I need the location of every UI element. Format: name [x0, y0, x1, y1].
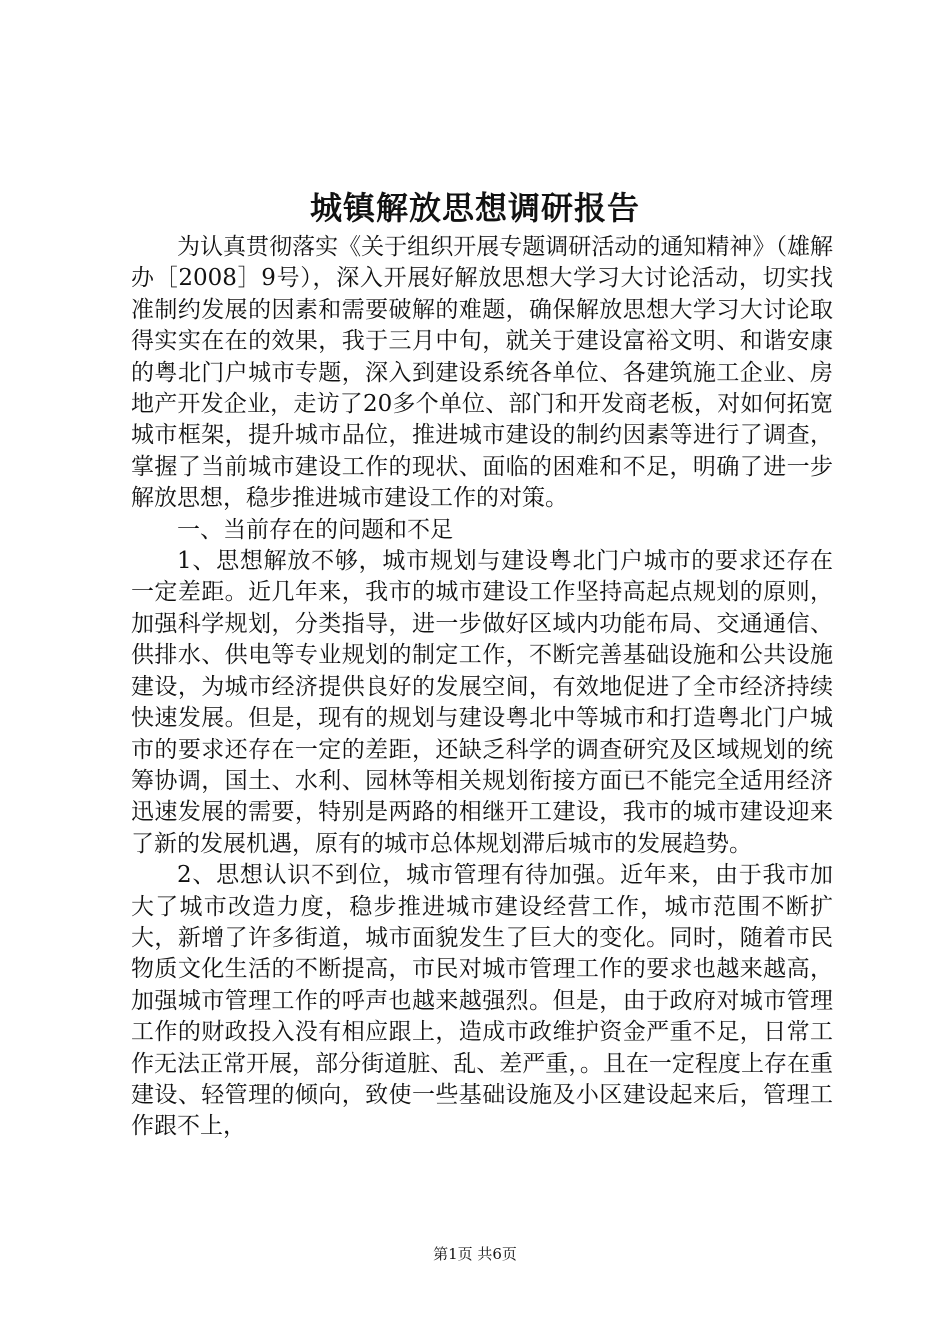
- paragraph-point-1: 1、思想解放不够，城市规划与建设粤北门户城市的要求还存在一定差距。近几年来，我市的城市建设工作坚持高起点规划的原则，加强科学规划，分类指导，进一步做好区域内功能布局、交通通信、供排水、供电等专业规划的制定工作，不断完善基础设施和公共设施建设，为城市经济提供良好的发展空间，有效地促进了全市经济持续快速发展。但是，现有的规划与建设粤北中等城市和打造粤北门户城市的要求还存在一定的差距，还缺乏科学的调查研究及区域规划的统筹协调，国土、水利、园林等相关规划衔接方面已不能完全适用经济迅速发展的需要，特别是两路的相继开工建设，我市的城市建设迎来了新的发展机遇，原有的城市总体规划滞后城市的发展趋势。: [131, 548, 833, 857]
- document-title: 城镇解放思想调研报告: [309, 189, 640, 227]
- paragraph-point-2: 2、思想认识不到位，城市管理有待加强。近年来，由于我市加大了城市改造力度，稳步推进城市建设经营工作，城市范围不断扩大，新增了许多街道，城市面貌发生了巨大的变化。同时，随着市民物质文化生活的不断提高，市民对城市管理工作的要求也越来越高，加强城市管理工作的呼声也越来越强烈。但是，由于政府对城市管理工作的财政投入没有相应跟上，造成市政维护资金严重不足，日常工作无法正常开展，部分街道脏、乱、差严重，。且在一定程度上存在重建设、轻管理的倾向，致使一些基础设施及小区建设起来后，管理工作跟不上，: [131, 862, 833, 1140]
- section-heading: 一、当前存在的问题和不足: [177, 516, 453, 543]
- document-body: [131, 232, 833, 1143]
- paragraph-intro: 为认真贯彻落实《关于组织开展专题调研活动的通知精神》（雄解办［2008］9号），深入开展好解放思想大学习大讨论活动，切实找准制约发展的因素和需要破解的难题，确保解放思想大学习大讨论取得实实在在的效果，我于三月中旬，就关于建设富裕文明、和谐安康的粤北门户城市专题，深入到建设系统各单位、各建筑施工企业、房地产开发企业，走访了20多个单位、部门和开发商老板，对如何拓宽城市框架，提升城市品位，推进城市建设的制约因素等进行了调查，掌握了当前城市建设工作的现状、面临的困难和不足，明确了进一步解放思想，稳步推进城市建设工作的对策。: [131, 234, 833, 512]
- page-footer: 第1页 共6页: [433, 1245, 517, 1263]
